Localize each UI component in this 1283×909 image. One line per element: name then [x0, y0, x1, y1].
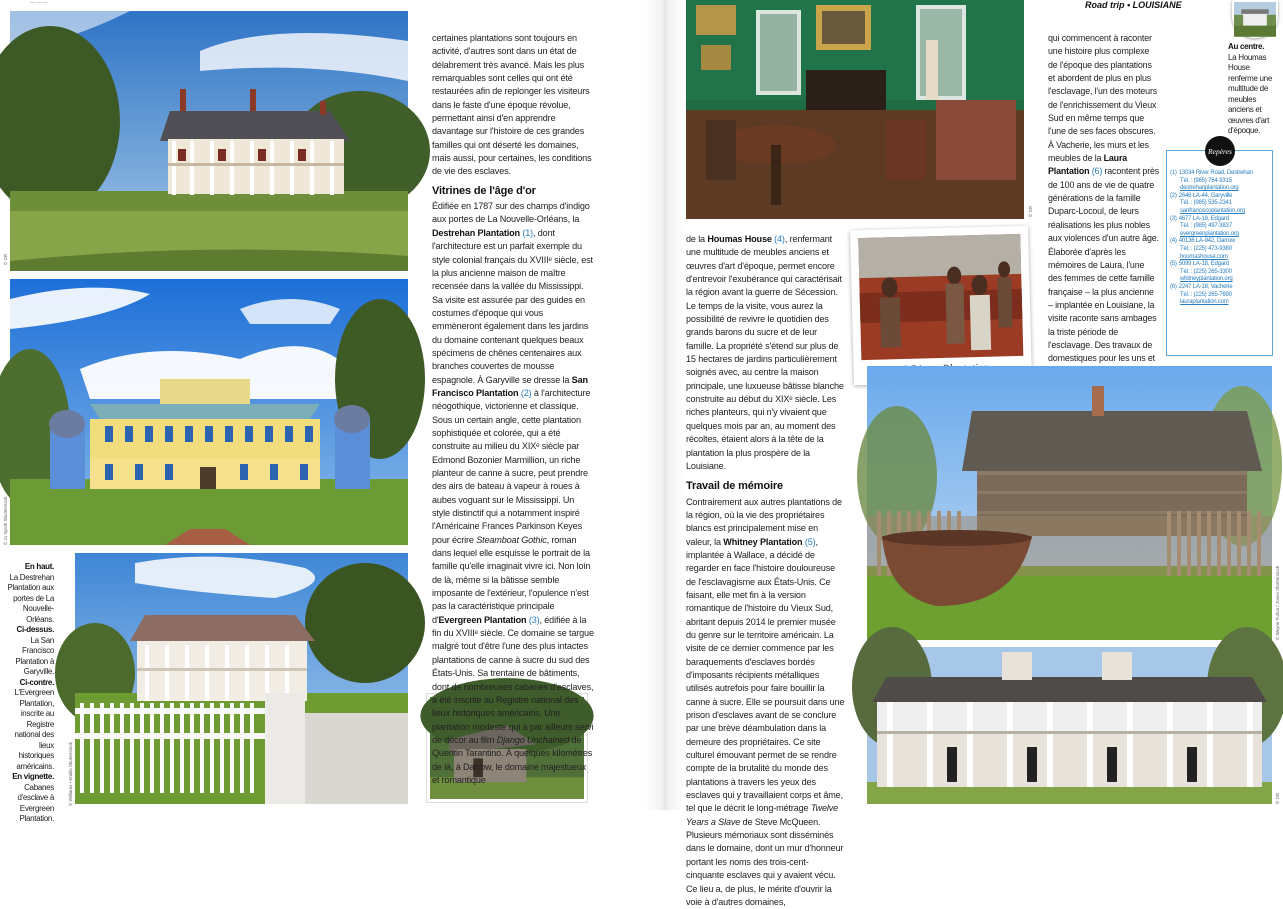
reperes-number: (3)	[1170, 215, 1177, 222]
photo-credit: © Wayne Fulton / Jones Shutterstock	[1275, 565, 1280, 640]
reperes-phone: Tél. : (225) 473-9380	[1180, 245, 1232, 252]
reperes-number: (5)	[1170, 261, 1177, 268]
reperes-item	[1170, 216, 1272, 239]
reperes-website-link[interactable]: evergreenplantation.org	[1180, 230, 1239, 237]
caption-label: Ci-contre.	[19, 677, 54, 687]
whitney-polaroid	[850, 226, 1032, 386]
reperes-number: (2)	[1170, 192, 1177, 199]
photo-credit: © Williams • Emilia Shutterstock	[68, 742, 73, 806]
reperes-phone: Tél. : (985) 497-3837	[1180, 223, 1232, 230]
reperes-item	[1170, 170, 1272, 193]
reperes-number: (4)	[1170, 238, 1177, 245]
reperes-address: 2646 LA-44, Garyville	[1178, 192, 1233, 199]
san-francisco-plantation-photo	[10, 279, 408, 545]
reperes-address: 2247 LA-18, Vacherie	[1178, 283, 1233, 290]
intro-paragraph: certaines plantations sont toujours en activité, d'autres sont dans un état de délabrement très avancé. Mais les plus remarquables sont celles qui ont été restaurées afin de replonger les visiteurs dans le faste d'une époque révolue, permettant ainsi d'en apprendre davantage sur l'histoire de ces grandes familles qui ont déserté les domaines, mais aussi, pour certaines, les conditions de vie des esclaves.	[432, 33, 592, 177]
whitney-statues-photo	[858, 234, 1023, 360]
caption-text: La Destrehan Plantation aux portes de La Nouvelle-Orléans.	[7, 572, 54, 624]
destrehan-plantation-photo	[10, 11, 408, 271]
caption-text: L'Evergreen Plantation, inscrite au Registre national des lieux historiques américains.	[14, 688, 54, 771]
page-header-right: Road trip • LOUISIANE	[1085, 0, 1182, 10]
caption-label: Au centre.	[1228, 42, 1265, 51]
caption-label: Ci-dessus.	[16, 625, 54, 634]
reperes-website-link[interactable]: sanfranciscoplantation.org	[1180, 207, 1245, 214]
reperes-number: (6)	[1170, 283, 1177, 290]
reperes-item	[1170, 238, 1272, 261]
page-gutter	[645, 0, 685, 810]
reperes-address: 5099 LA-18, Edgard	[1178, 261, 1229, 268]
left-captions	[6, 562, 54, 825]
reperes-list	[1170, 170, 1272, 307]
reperes-website-link[interactable]: houmashouse.com	[1180, 253, 1228, 260]
caption-text: Cabanes d'esclave à Evergreen Plantation.	[17, 782, 54, 823]
body-paragraph: de la Houmas House (4), renfermant une multitude de meubles anciens et œuvres d'art d'époque, permet encore d'entrevoir l'exubérance qui caractérisait la région avant la guerre de Sécession. Le temps de la visite, vous aurez la possibilité de revivre le quotidien des grands barons du sucre et de leur famille. La propriété s'étend sur plus de 15 hectares de jardins particulièrement soignés avec, au centre la maison principale, une luxueuse bâtisse blanche construite au début du XIXᵉ siècle. Les riches planteurs, qui n'y vivaient que quelques mois par an, au moment des récoltes, étaient alors à la tête de la plantation la plus prospère de la Louisiane.	[686, 234, 844, 471]
reperes-address: 4677 LA-18, Edgard	[1178, 215, 1229, 222]
reperes-website-link[interactable]: whitneyplantation.org	[1180, 276, 1233, 283]
reperes-website-link[interactable]: lauraplantation.com	[1180, 299, 1229, 306]
reperes-number: (1)	[1170, 170, 1177, 176]
reperes-address: 13034 River Road, Destrehan	[1178, 170, 1253, 176]
reperes-phone: Tél. : (225) 265-3300	[1180, 268, 1232, 275]
body-paragraph: Édifiée en 1787 sur des champs d'indigo aux portes de La Nouvelle-Orléans, la Destrehan Plantation (1), dont l'architecture est un parfait exemple du style colonial français du XVIIIᵉ siècle, est la plus ancienne maison de maître recensée dans la vallée du Mississippi. Sa visite est assurée par des guides en costumes d'époque qui vous emmèneront également dans les jardins du domaine contenant quelques beaux spécimens de chênes centenaires aux branches couvertes de mousse espagnole. À Garyville se dresse la San Francisco Plantation (2) à l'architecture néogothique, victorienne et classique. Sous un certain angle, cette plantation sophistiquée et colorée, qui a été construite au milieu du XIXᵉ siècle par Edmond Bozonier Marmillion, un riche planteur de canne à sucre, peut prendre des airs de bateau à vapeur à roues à aubes voguant sur le Mississippi. Un style distinctif qui a notamment inspiré l'Américaine Frances Parkinson Keyes pour écrire Steamboat Gothic, roman dans lequel elle esquisse le portrait de la famille qu'elle imaginait vivre ici. Non loin de là, même si la bâtisse semble imposante de l'extérieur, l'opulence n'est pas la caractéristique principale d'Evergreen Plantation (3), édifiée à la fin du XVIIIᵉ siècle. Ce domaine se targue malgré tout d'être l'une des plus intactes plantations de canne à sucre du sud des États-Unis. Sa trentaine de bâtiments, dont de nombreuses cabanes d'esclaves, a été inscrite au Registre national des lieux historiques américains. Une plantation modeste qui a par ailleurs servi de décor au film Django Unchained de Quentin Tarantino. À quelques kilomètres de là, à Darrow, le domaine majestueux et romantique	[432, 201, 594, 785]
article-column-2	[686, 233, 846, 909]
page-header-left: — — —	[30, 0, 48, 6]
evergreen-plantation-photo	[75, 553, 408, 804]
houmas-round-photo	[1232, 0, 1278, 38]
reperes-item	[1170, 261, 1272, 284]
reperes-website-link[interactable]: destrehanplantation.org	[1180, 185, 1239, 192]
houmas-house-interior-photo	[686, 0, 1024, 219]
reperes-badge: Repères	[1205, 136, 1235, 166]
photo-credit: © 11 Spurk Shutterstock	[3, 496, 8, 545]
photo-credit: © DR	[1275, 792, 1280, 804]
photo-credit: © DR	[1028, 205, 1033, 217]
reperes-phone: Tél. : (985) 764-9315	[1180, 177, 1232, 184]
body-paragraph: qui commencent à raconter une histoire plus complexe de l'époque des plantations et abordent de plus en plus l'esclavage, l'un des moteurs de l'enrichissement du Vieux Sud en même temps que l'une de ses faces obscures. À Vacherie, les murs et les meubles de la Laura Plantation (6) racontent près de 100 ans de vie de quatre générations de la famille Duparc-Locoul, de leurs réalisations les plus nobles aux violences d'un autre âge. Élaborée d'après les mémoires de Laura, l'une des femmes de cette famille française – la plus ancienne – implantée en Louisiane, la visite raconte sans ambages la triste période de l'esclavage. Des travaux de domestiques pour les uns et	[1048, 33, 1160, 364]
caption-text: La San Francisco Plantation à Garyville.	[15, 635, 54, 676]
photo-credit: © DR	[3, 253, 8, 265]
reperes-item	[1170, 193, 1272, 216]
reperes-phone: Tél. : (225) 265-7690	[1180, 291, 1232, 298]
caption-label: En haut.	[24, 562, 54, 571]
right-caption	[1228, 42, 1280, 137]
laura-plantation-photo	[867, 647, 1272, 804]
article-column-1	[432, 32, 594, 787]
body-paragraph: Contrairement aux autres plantations de la région, où la vie des propriétaires blancs est principalement mise en valeur, la Whitney Plantation (5), implantée à Wallace, a décidé de regarder en face l'histoire douloureuse de l'esclavagisme aux États-Unis. Ce faisant, elle met fin à la version romantique de l'histoire du Vieux Sud, abritant depuis 2014 le premier musée du genre sur le territoire américain. La visite de ce dernier commence par les baraquements d'esclaves bordés d'imposants récipients métalliques utilisés autrefois pour faire bouillir la canne à sucre. Elle se poursuit dans une prison d'esclaves avant de se conclure par une brève déambulation dans la demeure des propriétaires. Ce site culturel émouvant permet de se rendre compte de la brutalité du monde des plantations à travers les yeux des esclaves qui y travaillaient corps et âme, tel que le décrit le long-métrage Twelve Years a Slave de Steve McQueen. Plusieurs mémoriaux sont disséminés dans le domaine, dont un mur d'honneur portant les noms des trois-cent-cinquante esclaves qui y avaient vécu. Ce lieu a, de plus, le mérite d'ouvrir la voie à d'autres domaines,	[686, 496, 845, 907]
reperes-item	[1170, 284, 1272, 307]
reperes-phone: Tél. : (985) 535-2341	[1180, 200, 1232, 207]
caption-label: En vignette.	[12, 772, 54, 781]
reperes-address: 40136 LA-942, Darrow	[1178, 238, 1236, 245]
section-heading: Vitrines de l'âge d'or	[432, 184, 536, 197]
caption-text: La Houmas House renferme une multitude de meubles anciens et œuvres d'art d'époque.	[1228, 52, 1272, 135]
whitney-cabin-photo	[867, 366, 1272, 640]
section-heading: Travail de mémoire	[686, 480, 783, 493]
